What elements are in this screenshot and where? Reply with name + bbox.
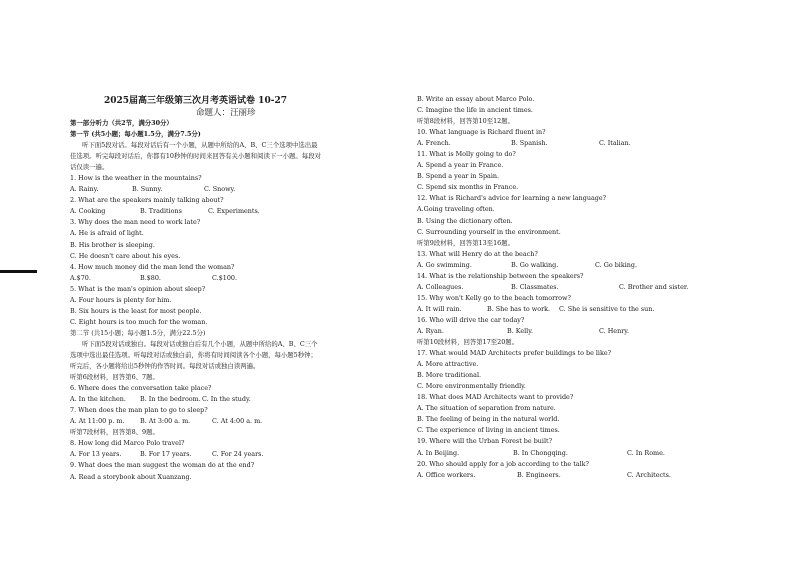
question-16-options: [417, 326, 737, 337]
page-edge-marker: [0, 270, 37, 273]
group-heading: 听第7段材料，回答第8、9题。: [70, 428, 159, 437]
question-15-options: [417, 304, 737, 315]
question-5: 5. What is the man's opinion about sleep?: [70, 284, 206, 293]
option: B. Traditions: [140, 207, 182, 216]
option: B. The feeling of being in the natural world.: [417, 415, 560, 424]
exam-title: 2025届高三年级第三次月考英语试卷 10-27: [104, 96, 287, 106]
option: C. Architects.: [627, 470, 671, 479]
option: A. Spend a year in France.: [417, 161, 504, 170]
group-heading: 听第9段材料，回答第13至16题。: [417, 238, 515, 247]
option: B.$80.: [140, 273, 161, 282]
question-17: 17. What would MAD Architects prefer buildings to be like?: [417, 349, 612, 358]
option: A. French.: [417, 139, 451, 148]
option: A.Going traveling often.: [417, 205, 495, 214]
option: C. Spend six months in France.: [417, 183, 519, 192]
right-column: [417, 94, 737, 481]
option: A. At 11:00 p. m.: [70, 417, 125, 426]
option: A. In the kitchen.: [70, 395, 126, 404]
question-20: 20. Who should apply for a job according to the talk?: [417, 459, 589, 468]
option: C. More environmentally friendly.: [417, 382, 526, 391]
section1-intro: 话仅读一遍。: [70, 163, 109, 172]
option: B. His brother is sleeping.: [70, 240, 155, 249]
option: C. In Rome.: [627, 448, 665, 457]
question-14: 14. What is the relationship between the speakers?: [417, 271, 584, 280]
option: A. Colleagues.: [417, 282, 464, 291]
option: C. Henry.: [599, 326, 630, 335]
option: C. He doesn't care about his eyes.: [70, 251, 181, 260]
question-2-options: [70, 206, 370, 217]
option: B. Spanish.: [511, 139, 548, 148]
option: C. Brother and sister.: [619, 282, 689, 291]
question-4-options: [70, 273, 370, 284]
part-heading: 第一部分听力（共2节，满分30分）: [70, 119, 173, 127]
option: A. He is afraid of light.: [70, 229, 144, 238]
section2-heading: 第二节 (共15小题；每小题1.5分，满分22.5分): [70, 328, 206, 337]
option: B. Spend a year in Spain.: [417, 172, 500, 181]
group-heading: 听第6段材料，回答第6、7题。: [70, 373, 159, 382]
question-11: 11. What is Molly going to do?: [417, 150, 516, 159]
question-2: 2. What are the speakers mainly talking about?: [70, 196, 224, 205]
option: B. For 17 years.: [140, 450, 192, 459]
question-19-options: [417, 448, 737, 459]
option: C. Imagine the life in ancient times.: [417, 106, 533, 115]
option: B. In Chongqing.: [513, 448, 568, 457]
section2-intro: 选项中选出最佳选项。听每段对话或独白前，你将有时间阅读各个小题，每小题5秒钟；: [70, 350, 317, 359]
option: A. Go swimming.: [417, 260, 472, 269]
question-7-options: [70, 416, 370, 427]
option: C. Snowy.: [204, 185, 236, 194]
question-6-options: [70, 394, 370, 405]
question-1-options: [70, 184, 370, 195]
option: B. Go walking.: [511, 260, 559, 269]
question-16: 16. Who will drive the car today?: [417, 315, 525, 324]
question-13: 13. What will Henry do at the beach?: [417, 249, 538, 258]
question-8-options: [70, 449, 370, 460]
option: C. Go biking.: [595, 260, 637, 269]
option: A. Read a storybook about Xuanzang.: [70, 472, 192, 481]
option: C. She is sensitive to the sun.: [559, 304, 655, 313]
option: B. More traditional.: [417, 371, 482, 380]
option: B. In the bedroom.: [140, 395, 201, 404]
option: A. Four hours is plenty for him.: [70, 295, 172, 304]
option: C. In the study.: [202, 395, 251, 404]
section1-intro: 佳选项。听完每段对话后，你都有10秒钟的时间来回答有关小题和阅读下一小题。每段对: [70, 152, 321, 161]
option: A. It will rain.: [417, 304, 462, 313]
option: A. For 13 years.: [70, 450, 122, 459]
section2-intro: 听下面5段对话或独白。每段对话或独白后有几个小题，从题中所给的A、B、C三个: [82, 339, 318, 348]
question-8: 8. How long did Marco Polo travel?: [70, 439, 185, 448]
option: A. Office workers.: [417, 470, 476, 479]
question-4: 4. How much money did the man lend the woman?: [70, 262, 235, 271]
question-14-options: [417, 282, 737, 293]
question-12: 12. What is Richard's advice for learning a new language?: [417, 194, 607, 203]
question-7: 7. When does the man plan to go to sleep?: [70, 406, 208, 415]
question-10-options: [417, 138, 737, 149]
section1-heading: 第一节 (共5小题；每小题1.5分，满分7.5分): [70, 130, 201, 139]
option: B. Sunny.: [132, 185, 163, 194]
option: A. Rainy.: [70, 185, 99, 194]
exam-author: 命题人：汪丽珍: [196, 108, 256, 118]
option: B. Six hours is the least for most people.: [70, 306, 202, 315]
option: B. Classmates.: [511, 282, 559, 291]
question-10: 10. What language is Richard fluent in?: [417, 128, 546, 137]
question-3: 3. Why does the man need to work late?: [70, 218, 201, 227]
option: B. Kelly.: [507, 326, 534, 335]
option: A. The situation of separation from nature.: [417, 404, 556, 413]
option: A. Ryan.: [417, 326, 444, 335]
group-heading: 听第10段材料，回答第17至20题。: [417, 338, 519, 347]
option: C. For 24 years.: [212, 450, 264, 459]
option: C. Italian.: [599, 139, 631, 148]
option: B. Using the dictionary often.: [417, 216, 513, 225]
option: C. Surrounding yourself in the environment.: [417, 227, 561, 236]
option: B. Engineers.: [517, 470, 561, 479]
question-6: 6. Where does the conversation take place?: [70, 384, 212, 393]
question-19: 19. Where will the Urban Forest be built?: [417, 437, 552, 446]
question-13-options: [417, 260, 737, 271]
question-18: 18. What does MAD Architects want to provide?: [417, 393, 574, 402]
option: C. Eight hours is too much for the woman.: [70, 317, 208, 326]
question-1: 1. How is the weather in the mountains?: [70, 174, 202, 183]
option: A. More attractive.: [417, 360, 479, 369]
option: B. She has to work.: [487, 304, 551, 313]
option: C. The experience of living in ancient times.: [417, 426, 560, 435]
option: A. Cooking: [70, 207, 106, 216]
option: B. At 3:00 a. m.: [140, 417, 191, 426]
group-heading: 听第8段材料，回答第10至12题。: [417, 117, 515, 126]
option: B. Write an essay about Marco Polo.: [417, 95, 535, 103]
option: A. In Beijing.: [417, 448, 460, 457]
question-15: 15. Why won't Kelly go to the beach tomorrow?: [417, 293, 571, 302]
option: C. Experiments.: [208, 207, 260, 216]
left-column: [70, 118, 370, 483]
section1-intro: 听下面5段对话。每段对话后有一个小题，从题中所给的A、B、C三个选项中选出最: [82, 141, 318, 150]
option: C.$100.: [212, 273, 237, 282]
section2-intro: 听完后，各小题将给出5秒钟的作答时间。每段对话或独白读两遍。: [70, 362, 260, 371]
option: C. At 4:00 a. m.: [212, 417, 263, 426]
question-20-options: [417, 470, 737, 481]
option: A.$70.: [70, 273, 91, 282]
question-9: 9. What does the man suggest the woman do at the end?: [70, 461, 255, 470]
